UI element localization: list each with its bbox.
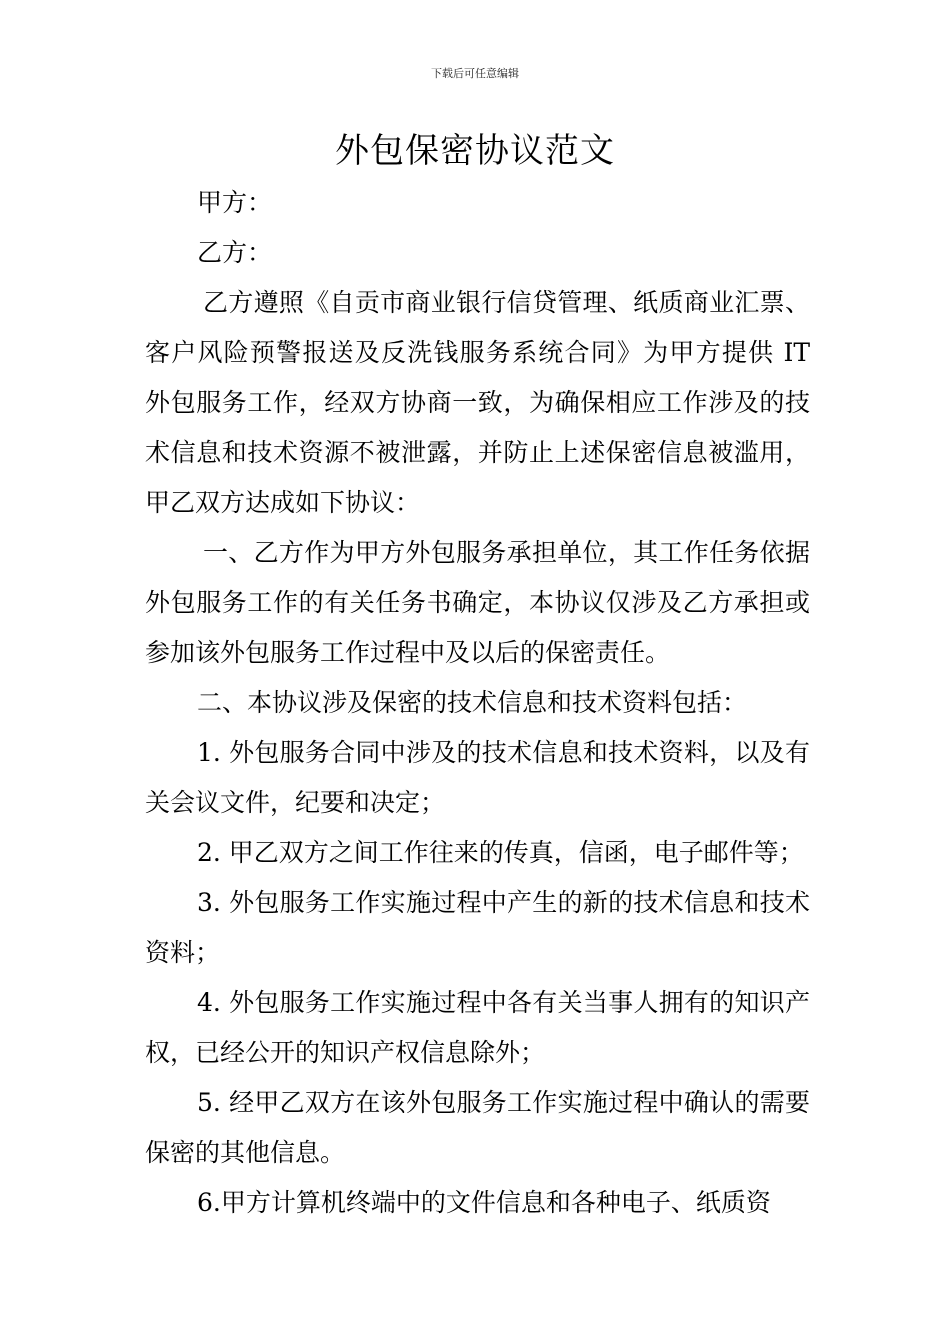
list-item-1: 1. 外包服务合同中涉及的技术信息和技术资料，以及有关会议文件，纪要和决定； bbox=[145, 738, 810, 817]
clause-1-paragraph: 一、乙方作为甲方外包服务承担单位，其工作任务依据外包服务工作的有关任务书确定，本协议仅涉及乙方承担或参加该外包服务工作过程中及以后的保密责任。 bbox=[145, 538, 810, 667]
document-body bbox=[145, 178, 810, 1228]
clause-2-paragraph: 二、本协议涉及保密的技术信息和技术资料包括： bbox=[197, 688, 748, 717]
header-note: 下载后可任意编辑 bbox=[431, 67, 519, 80]
list-item-5: 5. 经甲乙双方在该外包服务工作实施过程中确认的需要保密的其他信息。 bbox=[145, 1088, 810, 1167]
list-item-4: 4. 外包服务工作实施过程中各有关当事人拥有的知识产权，已经公开的知识产权信息除外； bbox=[145, 988, 810, 1067]
party-b-line: 乙方： bbox=[197, 238, 273, 267]
list-item-2: 2. 甲乙双方之间工作往来的传真，信函，电子邮件等； bbox=[197, 838, 804, 867]
list-item-3: 3. 外包服务工作实施过程中产生的新的技术信息和技术资料； bbox=[145, 888, 810, 967]
party-a-line: 甲方： bbox=[197, 188, 273, 217]
document-title: 外包保密协议范文 bbox=[335, 131, 615, 171]
list-item-6: 6.甲方计算机终端中的文件信息和各种电子、纸质资 bbox=[197, 1188, 771, 1217]
intro-paragraph: 乙方遵照《自贡市商业银行信贷管理、纸质商业汇票、客户风险预警报送及反洗钱服务系统合同》为甲方提供 IT 外包服务工作，经双方协商一致，为确保相应工作涉及的技术信息和技术资源不被泄露，并防止上述保密信息被滥用，甲乙双方达成如下协议： bbox=[145, 288, 810, 517]
